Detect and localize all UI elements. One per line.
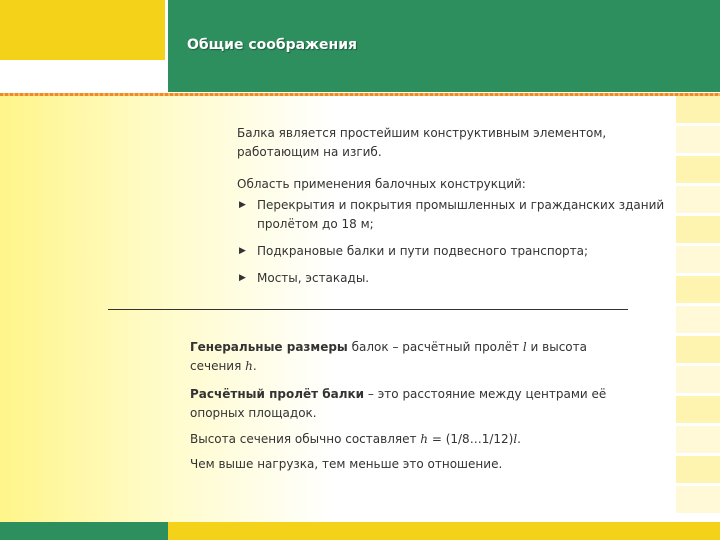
general-sizes-text-2: и высота сечения <box>190 340 587 373</box>
right-triangle-icon: ▶ <box>239 246 246 256</box>
list-item-text: Перекрытия и покрытия промышленных и гражданских зданий пролётом до 18 м; <box>257 198 665 231</box>
general-sizes-text: балок – расчётный пролёт <box>347 340 523 354</box>
decor-square <box>676 456 720 483</box>
application-list <box>237 196 667 296</box>
list-item-text: Мосты, эстакады. <box>257 271 370 285</box>
decor-square <box>676 276 720 303</box>
list-item-text: Подкрановые балки и пути подвесного транспорта; <box>257 244 589 258</box>
corner-tile <box>0 0 165 60</box>
period: . <box>517 432 521 446</box>
load-paragraph: Чем выше нагрузка, тем меньше это отношение. <box>190 457 503 471</box>
general-sizes-term: Генеральные размеры <box>190 340 348 354</box>
span-definition-text: – это расстояние между центрами её опорных площадок. <box>190 387 607 420</box>
divider <box>108 309 628 310</box>
footer-green-bar <box>0 522 168 540</box>
span-definition-paragraph <box>190 385 630 423</box>
decor-square <box>676 186 720 213</box>
height-symbol: h <box>245 359 253 373</box>
ratio-h-symbol: h <box>420 432 429 446</box>
list-item <box>237 242 667 261</box>
decor-square <box>676 216 720 243</box>
title-underline <box>0 93 720 96</box>
decor-square <box>676 96 720 123</box>
decor-square <box>676 366 720 393</box>
decor-square <box>676 396 720 423</box>
general-sizes-paragraph <box>190 338 630 376</box>
ratio-text: Высота сечения обычно составляет <box>190 432 421 446</box>
decorative-squares <box>676 96 720 522</box>
ratio-paragraph <box>190 430 630 449</box>
footer-yellow-bar <box>168 522 720 540</box>
decor-square <box>676 156 720 183</box>
decor-square <box>676 306 720 333</box>
period: . <box>252 359 257 373</box>
ratio-l-symbol: l <box>513 432 518 446</box>
right-triangle-icon: ▶ <box>239 273 246 283</box>
span-symbol: l <box>522 340 527 354</box>
decor-square <box>676 336 720 363</box>
list-item <box>237 269 667 288</box>
decor-square <box>676 486 720 513</box>
intro-paragraph: Балка является простейшим конструктивным элементом, работающим на изгиб. <box>237 126 607 159</box>
decor-square <box>676 246 720 273</box>
span-term: Расчётный пролёт балки <box>190 387 365 401</box>
application-heading: Область применения балочных конструкций: <box>237 177 526 191</box>
decor-square <box>676 426 720 453</box>
ratio-value: = (1/8…1/12) <box>428 432 514 446</box>
list-item <box>237 196 667 234</box>
right-triangle-icon: ▶ <box>239 200 246 210</box>
decor-square <box>676 126 720 153</box>
page-title: Общие соображения <box>187 37 358 53</box>
